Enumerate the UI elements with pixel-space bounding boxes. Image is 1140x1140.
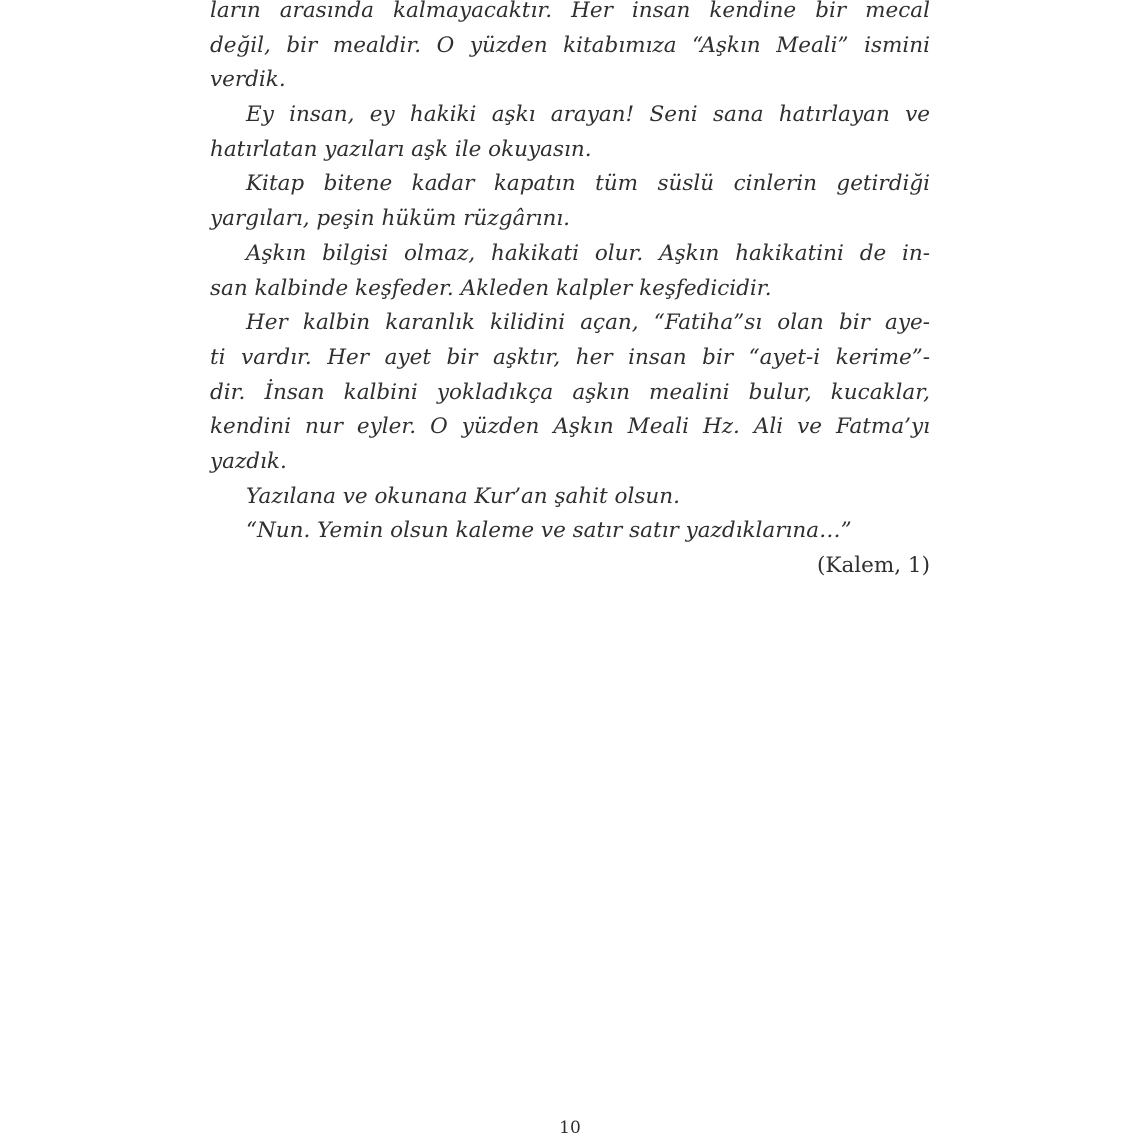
text-line: hatırlatan yazıları aşk ile okuyasın. [210,136,592,162]
text-line: Ey insan, ey hakiki aşkı arayan! Seni sana hatırlayan ve [246,102,930,128]
text-line: verdik. [210,67,286,93]
page-number: 10 [559,1118,581,1138]
citation: (Kalem, 1) [817,553,930,578]
text-line: san kalbinde keşfeder. Akleden kalpler keşfedicidir. [210,275,772,301]
text-line: ti vardır. Her ayet bir aşktır, her insan bir “ayet-i kerime”- [210,344,930,370]
text-line: değil, bir mealdir. O yüzden kitabımıza “Aşkın Meali” ismini [210,32,930,58]
text-line: kendini nur eyler. O yüzden Aşkın Meali Hz. Ali ve Fatma’yı [210,414,930,440]
text-line: yargıları, peşin hüküm rüzgârını. [210,206,571,232]
text-line: Aşkın bilgisi olmaz, hakikati olur. Aşkın hakikatini de in- [246,240,930,266]
text-line: yazdık. [210,448,287,474]
text-line: Her kalbin karanlık kilidini açan, “Fatiha”sı olan bir aye- [246,310,930,336]
quote-line: “Nun. Yemin olsun kaleme ve satır satır yazdıklarına…” [246,518,852,544]
text-line: Kitap bitene kadar kapatın tüm süslü cinlerin getirdiği [246,171,930,197]
text-line: dir. İnsan kalbini yokladıkça aşkın mealini bulur, kucaklar, [210,379,930,405]
text-line: Yazılana ve okunana Kur’an şahit olsun. [246,483,680,509]
text-line: ların arasında kalmayacaktır. Her insan kendine bir mecal [210,0,930,23]
body-text [210,0,930,584]
